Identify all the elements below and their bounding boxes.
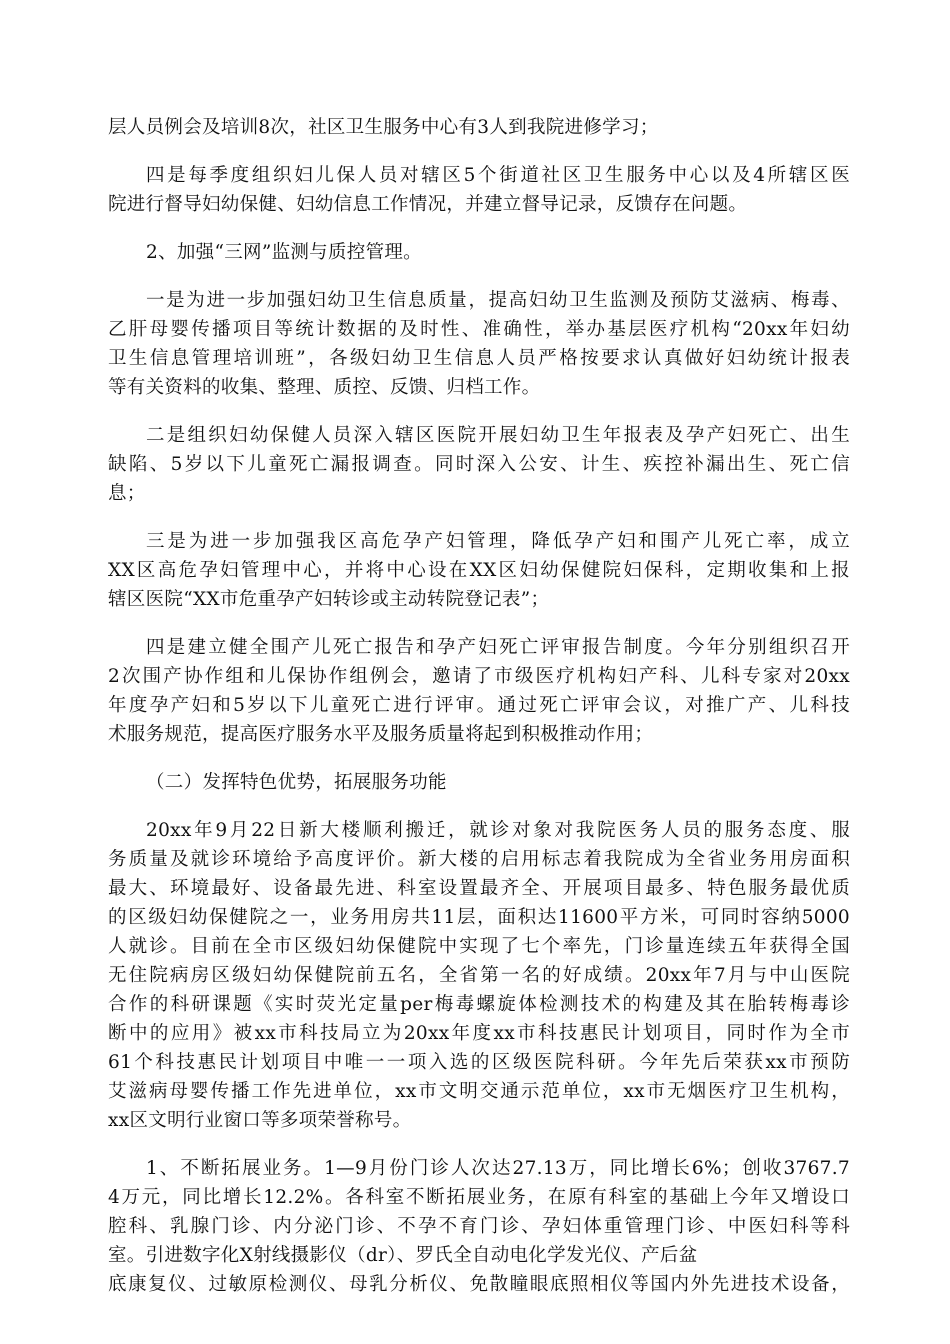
paragraph-line: 缺陷、5岁以下儿童死亡漏报调查。同时深入公安、计生、疾控补漏出生、死亡信 (108, 454, 850, 475)
paragraph-line: 1、不断拓展业务。1—9月份门诊人次达27.13万，同比增长6%；创收3767.7 (146, 1158, 850, 1179)
paragraph-line: 乙肝母婴传播项目等统计数据的及时性、准确性，举办基层医疗机构“20xx年妇幼 (108, 319, 850, 340)
paragraph-line: 人就诊。目前在全市区级妇幼保健院中实现了七个率先，门诊量连续五年获得全国 (108, 936, 850, 957)
paragraph-line: 无住院病房区级妇幼保健院前五名，全省第一名的好成绩。20xx年7月与中山医院 (108, 965, 850, 986)
paragraph-line: 最大、环境最好、设备最先进、科室设置最齐全、开展项目最多、特色服务最优质 (108, 878, 850, 899)
paragraph-line: 务质量及就诊环境给予高度评价。新大楼的启用标志着我院成为全省业务用房面积 (108, 849, 850, 870)
paragraph-line: 61个科技惠民计划项目中唯一一项入选的区级医院科研。今年先后荣获xx市预防 (108, 1052, 850, 1073)
document-page (108, 113, 850, 1299)
paragraph-line: 层人员例会及培训8次，社区卫生服务中心有3人到我院进修学习； (108, 117, 659, 138)
paragraph-line: 的区级妇幼保健院之一，业务用房共11层，面积达11600平方米，可同时容纳5000 (108, 907, 850, 928)
paragraph-line: 室。引进数字化X射线摄影仪（dr）、罗氏全自动电化学发光仪、产后盆 (108, 1245, 698, 1266)
paragraph-line: 卫生信息管理培训班”，各级妇幼卫生信息人员严格按要求认真做好妇幼统计报表 (108, 348, 850, 369)
section-heading: 2、加强“三网”监测与质控管理。 (146, 242, 422, 263)
paragraph-line: xx区文明行业窗口等多项荣誉称号。 (108, 1110, 412, 1131)
paragraph-line: 4万元，同比增长12.2%。各科室不断拓展业务，在原有科室的基础上今年又增设口 (108, 1187, 850, 1208)
paragraph-line: 底康复仪、过敏原检测仪、母乳分析仪、免散瞳眼底照相仪等国内外先进技术设备， (108, 1274, 850, 1295)
paragraph-line: 年度孕产妇和5岁以下儿童死亡进行评审。通过死亡评审会议，对推广产、儿科技 (108, 695, 850, 716)
paragraph-line: 一是为进一步加强妇幼卫生信息质量，提高妇幼卫生监测及预防艾滋病、梅毒、 (146, 290, 850, 311)
paragraph-line: 等有关资料的收集、整理、质控、反馈、归档工作。 (108, 377, 541, 398)
paragraph-line: 20xx年9月22日新大楼顺利搬迁，就诊对象对我院医务人员的服务态度、服 (146, 820, 850, 841)
paragraph-line: 腔科、乳腺门诊、内分泌门诊、不孕不育门诊、孕妇体重管理门诊、中医妇科等科 (108, 1216, 850, 1237)
paragraph-line: 三是为进一步加强我区高危孕产妇管理，降低孕产妇和围产儿死亡率，成立 (146, 531, 850, 552)
paragraph-line: 合作的科研课题《实时荧光定量per梅毒螺旋体检测技术的构建及其在胎转梅毒诊 (108, 994, 850, 1015)
paragraph-line: XX区高危孕妇管理中心，并将中心设在XX区妇幼保健院妇保科，定期收集和上报 (108, 560, 850, 581)
paragraph-line: 术服务规范，提高医疗服务水平及服务质量将起到积极推动作用； (108, 724, 654, 745)
paragraph-line: 辖区医院“XX市危重孕产妇转诊或主动转院登记表”； (108, 589, 550, 610)
paragraph-line: 二是组织妇幼保健人员深入辖区医院开展妇幼卫生年报表及孕产妇死亡、出生 (146, 425, 850, 446)
section-heading: （二）发挥特色优势，拓展服务功能 (146, 772, 447, 793)
paragraph-line: 艾滋病母婴传播工作先进单位，xx市文明交通示范单位，xx市无烟医疗卫生机构， (108, 1081, 850, 1102)
paragraph-line: 断中的应用》被xx市科技局立为20xx年度xx市科技惠民计划项目，同时作为全市 (108, 1023, 850, 1044)
paragraph-line: 息； (108, 483, 146, 504)
paragraph-line: 院进行督导妇幼保健、妇幼信息工作情况，并建立督导记录，反馈存在问题。 (108, 194, 748, 215)
paragraph-line: 四是每季度组织妇儿保人员对辖区5个街道社区卫生服务中心以及4所辖区医 (146, 165, 850, 186)
paragraph-line: 2次围产协作组和儿保协作组例会，邀请了市级医疗机构妇产科、儿科专家对20xx (108, 666, 850, 687)
paragraph-line: 四是建立健全围产儿死亡报告和孕产妇死亡评审报告制度。今年分别组织召开 (146, 637, 850, 658)
